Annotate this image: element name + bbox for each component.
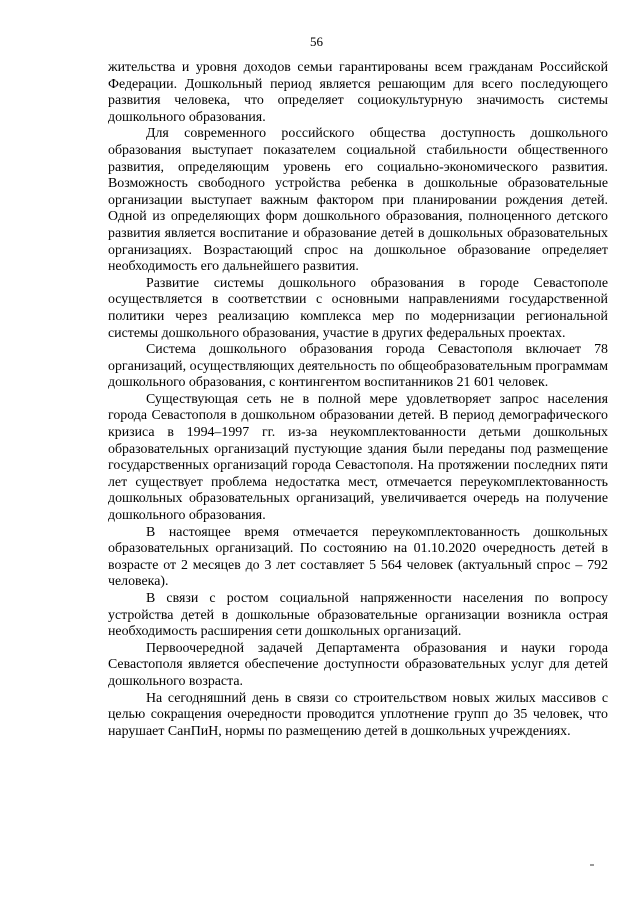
paragraph: Система дошкольного образования города Севастополя включает 78 организаций, осуществляющих деятельность по общеобразовательным программам дошкольного образования, с контингентом воспитанников 21 601 человек. <box>108 342 608 391</box>
scan-artifact <box>590 864 594 866</box>
paragraph: Первоочередной задачей Департамента образования и науки города Севастополя является обеспечение доступности образовательных услуг для детей дошкольного возраста. <box>108 640 608 689</box>
document-body <box>108 60 608 740</box>
paragraph: Для современного российского общества доступность дошкольного образования выступает показателем социальной стабильности общественного развития, определяющим уровень его социально-экономического развития. Возможность свободного устройства ребенка в дошкольные образовательные организации выступает важным фактором при планировании рождения детей. Одной из определяющих форм дошкольного образования, полноценного детского развития является воспитание и образование детей в дошкольных образовательных организациях. Возрастающий спрос на дошкольное образование определяет необходимость его дальнейшего развития. <box>108 126 608 275</box>
paragraph-continuation: жительства и уровня доходов семьи гарантированы всем гражданам Российской Федерации. Дошкольный период является решающим для всего последующего развития человека, что определяет социокультурную значимость системы дошкольного образования. <box>108 60 608 125</box>
paragraph: В настоящее время отмечается переукомплектованность дошкольных образовательных организаций. По состоянию на 01.10.2020 очередность детей в возрасте от 2 месяцев до 3 лет составляет 5 564 человек (актуальный спрос – 792 человека). <box>108 524 608 590</box>
page-number: 56 <box>310 34 323 49</box>
paragraph: На сегодняшний день в связи со строительством новых жилых массивов с целью сокращения очередности проводится уплотнение групп до 35 человек, что нарушает СанПиН, нормы по размещению детей в дошкольных учреждениях. <box>108 690 608 739</box>
paragraph: Существующая сеть не в полной мере удовлетворяет запрос населения города Севастополя в дошкольном образовании детей. В период демографического кризиса в 1994–1997 гг. из-за неукомплектованности детьми дошкольных образовательных организаций пустующие здания были переданы под размещение государственных организаций города Севастополя. На протяжении последних пяти лет существует проблема недостатка мест, отмечается переукомплектованность дошкольных образовательных организаций, увеличивается очередь на получение дошкольного образования. <box>108 391 608 524</box>
paragraph: Развитие системы дошкольного образования в городе Севастополе осуществляется в соответствии с основными направлениями государственной политики через реализацию комплекса мер по модернизации региональной системы дошкольного образования, участие в других федеральных проектах. <box>108 275 608 341</box>
paragraph: В связи с ростом социальной напряженности населения по вопросу устройства детей в дошкольные образовательные организации возникла острая необходимость расширения сети дошкольных организаций. <box>108 591 608 640</box>
